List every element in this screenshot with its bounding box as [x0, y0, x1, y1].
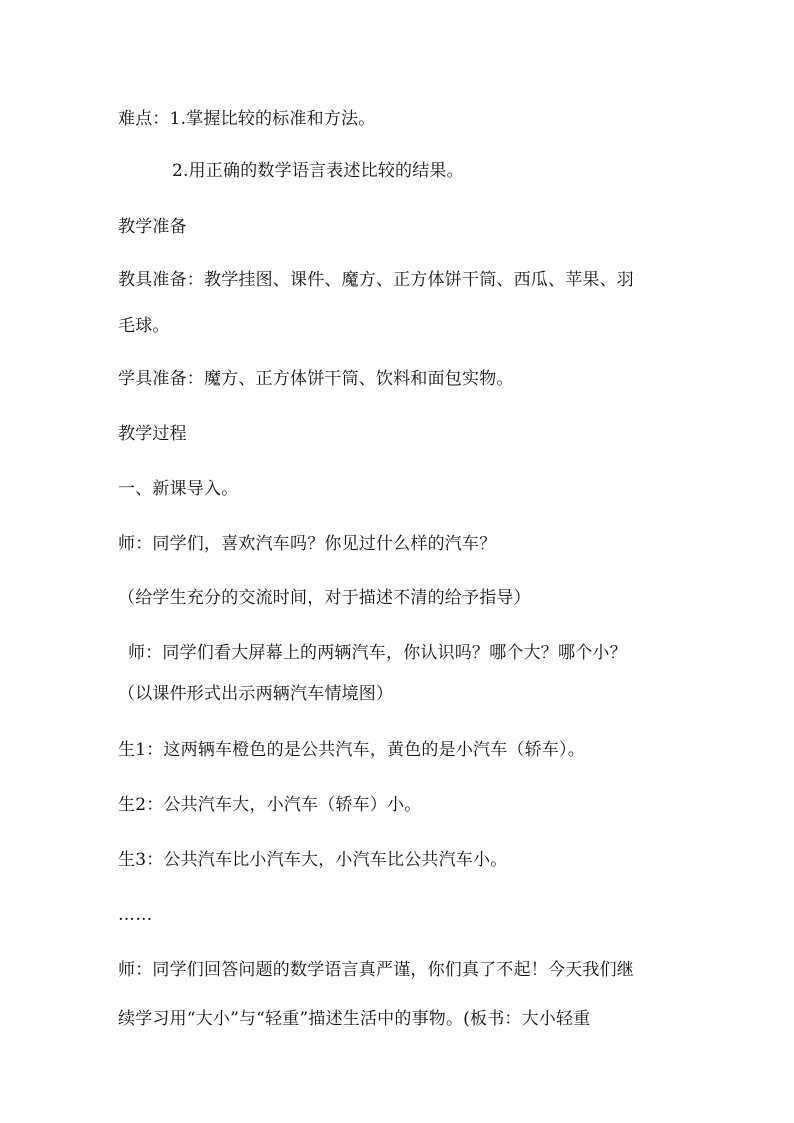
student-answer-1: 生1：这两辆车橙色的是公共汽车，黄色的是小汽车（轿车）。 [118, 740, 585, 760]
teaching-aids-line-2: 毛球。 [118, 316, 170, 336]
teaching-aids-line-1: 教具准备：教学挂图、课件、魔方、正方体饼干筒、西瓜、苹果、羽 [118, 270, 634, 290]
section-heading-preparation: 教学准备 [118, 217, 187, 237]
student-aids-line: 学具准备：魔方、正方体饼干筒、饮料和面包实物。 [118, 369, 514, 389]
difficulty-line-2: 2.用正确的数学语言表述比较的结果。 [172, 161, 464, 181]
teacher-summary-line-2: 续学习用“大小”与“轻重”描述生活中的事物。(板书：大小轻重 [118, 1009, 591, 1029]
teaching-note-2: （以课件形式出示两辆汽车情境图） [118, 684, 394, 704]
subsection-heading-intro: 一、新课导入。 [118, 479, 239, 499]
teaching-note-1: （给学生充分的交流时间，对于描述不清的给予指导） [118, 588, 531, 608]
ellipsis-line: …… [118, 905, 153, 925]
teacher-summary-line-1: 师：同学们回答问题的数学语言真严谨，你们真了不起！今天我们继 [118, 960, 634, 980]
section-heading-process: 教学过程 [118, 424, 187, 444]
difficulty-line-1: 难点：1.掌握比较的标准和方法。 [118, 109, 376, 129]
teacher-question-1: 师：同学们，喜欢汽车吗？你见过什么样的汽车？ [118, 534, 497, 554]
student-answer-3: 生3：公共汽车比小汽车大，小汽车比公共汽车小。 [118, 850, 508, 870]
teacher-question-2: 师：同学们看大屏幕上的两辆汽车，你认识吗？哪个大？哪个小？ [128, 643, 627, 663]
student-answer-2: 生2：公共汽车大，小汽车（轿车）小。 [118, 795, 422, 815]
